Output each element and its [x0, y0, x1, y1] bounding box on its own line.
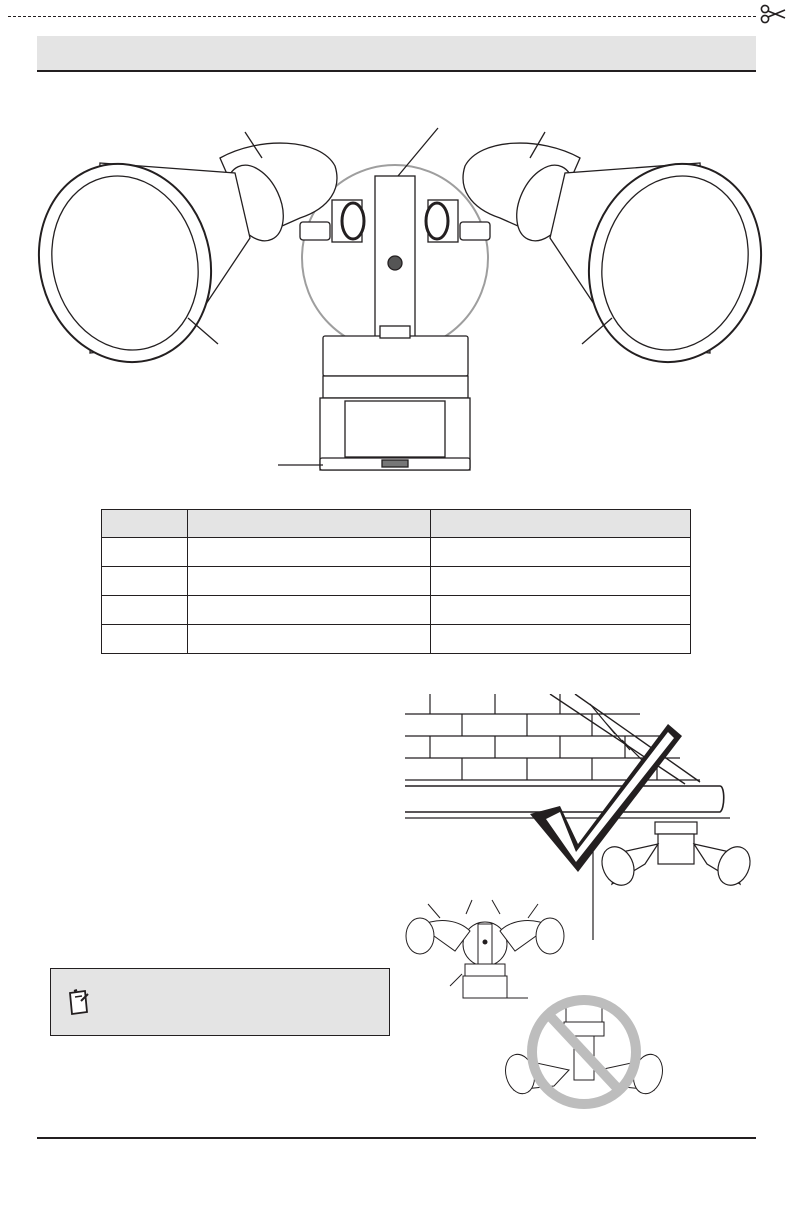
table-cell — [102, 596, 188, 625]
table-row — [102, 596, 691, 625]
footer-rule — [37, 1137, 756, 1139]
cut-line — [8, 16, 756, 17]
scissors-icon — [760, 4, 786, 24]
table-cell — [431, 567, 691, 596]
table-cell — [187, 596, 431, 625]
inverted-mounting-incorrect-illustration — [494, 990, 664, 1110]
floodlight-fixture-illustration — [30, 118, 770, 478]
table-cell — [187, 625, 431, 654]
note-box — [50, 968, 390, 1036]
table-cell — [431, 596, 691, 625]
table-header-row — [102, 510, 691, 538]
header-cell — [187, 510, 431, 538]
table-cell — [102, 567, 188, 596]
header-cell — [102, 510, 188, 538]
component-table — [101, 509, 691, 654]
table-cell — [431, 538, 691, 567]
table-cell — [187, 567, 431, 596]
table-row — [102, 567, 691, 596]
header-rule — [37, 70, 756, 72]
note-icon — [63, 987, 93, 1017]
header-cell — [431, 510, 691, 538]
table-cell — [102, 538, 188, 567]
section-header — [37, 36, 756, 70]
table-row — [102, 538, 691, 567]
table-cell — [102, 625, 188, 654]
table-cell — [431, 625, 691, 654]
table-cell — [187, 538, 431, 567]
table-row — [102, 625, 691, 654]
